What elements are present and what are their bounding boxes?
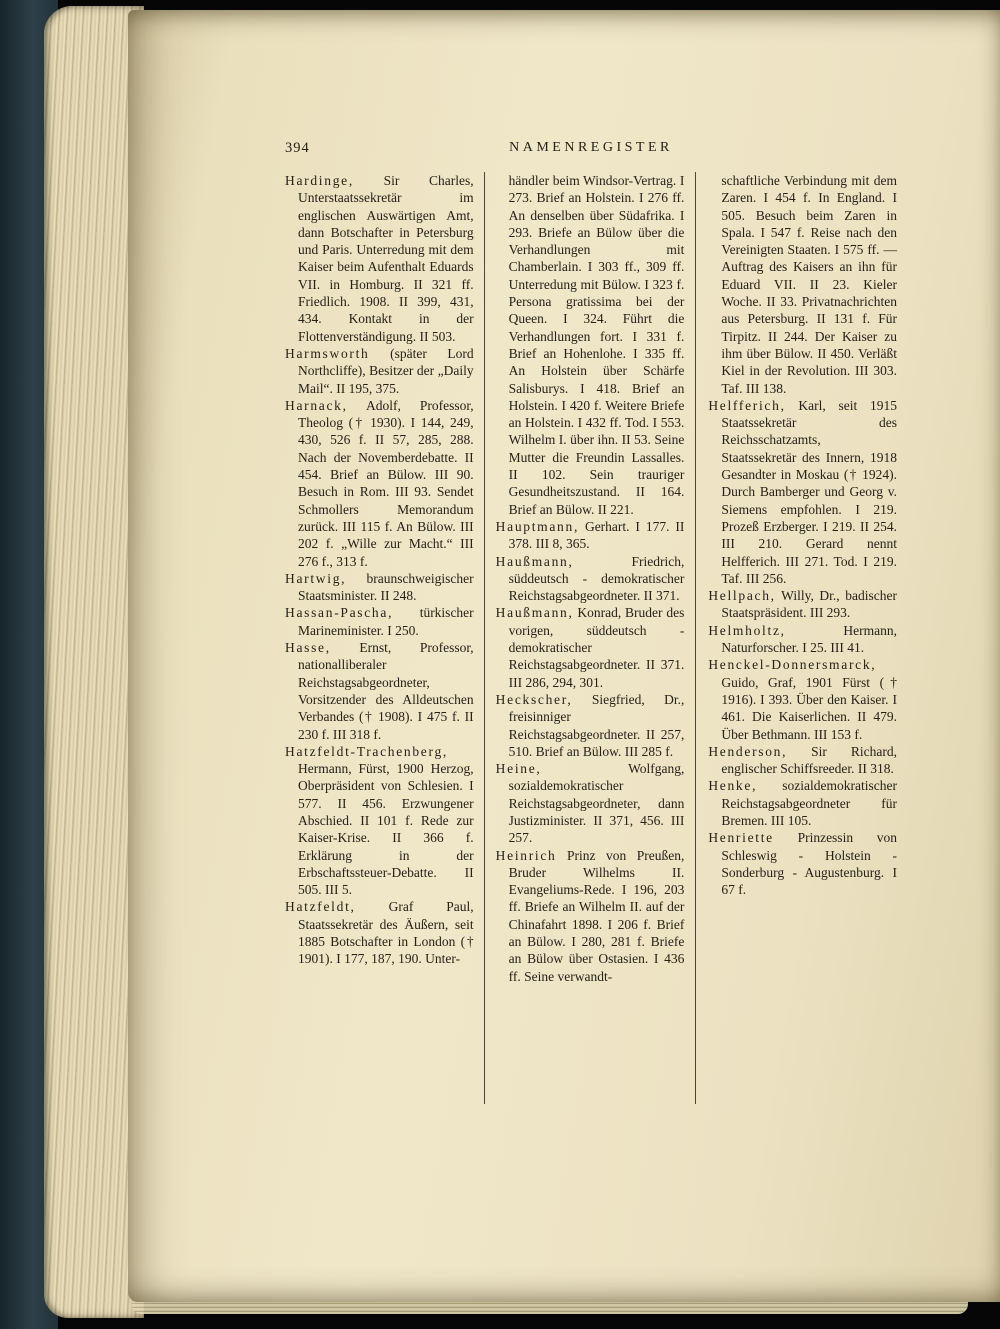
entry-name: Heinrich (495, 847, 557, 863)
index-entry: Hasse, Ernst, Professor, nationalliberaler Reichstagsabgeordneter, Vorsitzender des Alldeutschen Verbandes († 1908). I 475 f. II 230 f. III 318 f. (285, 640, 474, 742)
entry-name: Henke, (708, 778, 758, 794)
page-header: NAMENREGISTER (509, 140, 673, 155)
index-entry: Harnack, Adolf, Professor, Theolog († 1930). I 144, 249, 430, 526 f. II 57, 285, 288. Nach der Novemberdebatte. II 454. Brief an Bülow. III 90. Besuch in Rom. III 93. Sendet Schmollers Memorandum zurück. III 115 f. An Bülow. III 202 f. „Wille zur Macht.“ III 276 f., 313 f. (285, 397, 474, 569)
running-head (285, 138, 897, 164)
index-entry: Hardinge, Sir Charles, Unterstaatssekretär im englischen Auswärtigen Amt, dann Botschafter in Petersburg und Paris. Unterredung mit dem Kaiser beim Aufenthalt Eduards VII. in Homburg. II 321 ff. Friedlich. 1908. II 399, 431, 434. Kontakt in der Flottenverständigung. II 503. (285, 173, 474, 344)
entry-name: Hassan-Pascha, (285, 605, 394, 621)
entry-name: Hellpach, (708, 588, 776, 604)
entry-name: Hardinge, (285, 173, 354, 188)
index-entry: Hellpach, Willy, Dr., badischer Staatspräsident. III 293. (708, 588, 898, 621)
page-bottom-edge (132, 1302, 968, 1314)
index-entry-continuation: händler beim Windsor-Vertrag. I 273. Brief an Holstein. I 276 ff. An denselben über Südafrika. I 293. Briefe an Bülow über die Verhandlungen mit Chamberlain. I 303 ff., 309 ff. Unterredung mit Bülow. I 323 f. Persona gratissima bei der Queen. I 324. Führt die Verhandlungen fort. I 331 f. Brief an Hohenlohe. I 335 ff. An Holstein über Schärfe Salisburys. I 418. Brief an Holstein. I 420 f. Weitere Briefe an Holstein. I 432 ff. Tod. I 553. Wilhelm I. über ihn. II 53. Seine Mutter die Freundin Lassalles. II 102. Sein trauriger Gesundheitszustand. II 164. Brief an Bülow. II 221. (508, 173, 685, 517)
index-entry: Helfferich, Karl, seit 1915 Staatssekretär des Reichsschatzamts, Staatssekretär des Innern, 1918 Gesandter in Moskau († 1924). Durch Bamberger und Georg v. Siemens empfohlen. I 219. Prozeß Erzberger. I 219. II 254. III 210. Gerard nennt Helfferich. III 271. Tod. I 219. Taf. III 256. (708, 397, 898, 586)
entry-name: Harnack, (285, 397, 348, 413)
entry-name: Helmholtz, (708, 622, 786, 638)
index-entry: Heinrich Prinz von Preußen, Bruder Wilhelms II. Evangeliums-Rede. I 196, 203 ff. Briefe an Wilhelm II. auf der Chinafahrt 1898. I 206 f. Brief an Bülow. I 280, 281 f. Briefe an Bülow über Ostasien. I 436 ff. Seine verwandt- (495, 847, 685, 984)
entry-name: Haußmann, (495, 605, 574, 621)
printed-area (285, 138, 897, 1104)
entry-name: Henriette (708, 830, 774, 846)
entry-name: Henderson, (708, 743, 788, 759)
index-entry: Hatzfeldt, Graf Paul, Staatssekretär des Äußern, seit 1885 Botschafter in London († 1901). I 177, 187, 190. Unter- (285, 899, 474, 967)
entry-name: Helfferich, (708, 397, 786, 413)
index-columns (285, 172, 897, 1104)
entry-name: Hasse, (285, 640, 331, 656)
page-number: 394 (285, 140, 310, 156)
index-entry: Henke, sozialdemokratischer Reichstagsabgeordneter für Bremen. III 105. (708, 778, 898, 828)
index-entry: Harmsworth (später Lord Northcliffe), Besitzer der „Daily Mail“. II 195, 375. (285, 345, 474, 396)
index-entry: Haußmann, Friedrich, süddeutsch - demokratischer Reichstagsabgeordneter. II 371. (495, 553, 685, 604)
index-entry: Helmholtz, Hermann, Naturforscher. I 25. III 41. (708, 622, 898, 656)
entry-name: Hauptmann, (495, 518, 580, 534)
index-entry: Heckscher, Siegfried, Dr., freisinniger Reichstagsabgeordneter. II 257, 510. Brief an Bülow. III 285 f. (495, 691, 685, 759)
index-entry: Henriette Prinzessin von Schleswig - Holstein - Sonderburg - Augustenburg. I 67 f. (708, 830, 898, 898)
index-entry: Hartwig, braunschweigischer Staatsminister. II 248. (285, 570, 474, 604)
index-column-2 (484, 172, 697, 1104)
index-entry: Hassan-Pascha, türkischer Marineminister. I 250. (285, 605, 474, 638)
entry-name: Hatzfeldt-Trachenberg, (285, 743, 448, 759)
entry-name: Henckel-Donnersmarck, (708, 657, 877, 673)
entry-name: Harmsworth (285, 345, 370, 361)
index-entry: Heine, Wolfgang, sozialdemokratischer Reichstagsabgeordneter, dann Justizminister. II 371, 456. III 257. (495, 761, 685, 846)
index-entry: Hauptmann, Gerhart. I 177. II 378. III 8, 365. (495, 518, 685, 552)
entry-name: Hartwig, (285, 570, 347, 586)
index-entry-continuation: schaftliche Verbindung mit dem Zaren. I 454 f. In England. I 505. Besuch beim Zaren in Spala. I 547 f. Reise nach den Vereinigten Staaten. I 575 ff. — Auftrag des Kaisers an ihn für Eduard VII. II 23. Kieler Woche. II 33. Privatnachrichten aus Petersburg. II 131 f. Für Tirpitz. II 244. Der Kaiser zu ihm über Bülow. II 450. Verläßt Kiel in der Revolution. III 303. Taf. III 138. (721, 173, 898, 396)
index-entry: Henckel-Donnersmarck, Guido, Graf, 1901 Fürst († 1916). I 393. Über den Kaiser. I 461. Die Kaiserlichen. II 479. Über Bethmann. III 153 f. (708, 657, 898, 742)
entry-name: Haußmann, (495, 553, 574, 569)
entry-name: Heine, (495, 761, 542, 777)
index-column-3 (696, 172, 897, 1104)
index-entry: Henderson, Sir Richard, englischer Schiffsreeder. II 318. (708, 743, 898, 777)
book-page (128, 10, 1000, 1302)
index-column-1 (285, 172, 484, 1104)
index-entry: Haußmann, Konrad, Bruder des vorigen, süddeutsch - demokratischer Reichstagsabgeordneter. II 371. III 286, 294, 301. (495, 605, 685, 690)
index-entry: Hatzfeldt-Trachenberg, Hermann, Fürst, 1900 Herzog, Oberpräsident von Schlesien. I 577. II 456. Erzwungener Abschied. II 101 f. Rede zur Kaiser-Krise. II 366 f. Erklärung in der Erbschaftssteuer-Debatte. II 505. III 5. (285, 743, 474, 898)
entry-name: Heckscher, (495, 691, 573, 707)
entry-name: Hatzfeldt, (285, 899, 356, 915)
